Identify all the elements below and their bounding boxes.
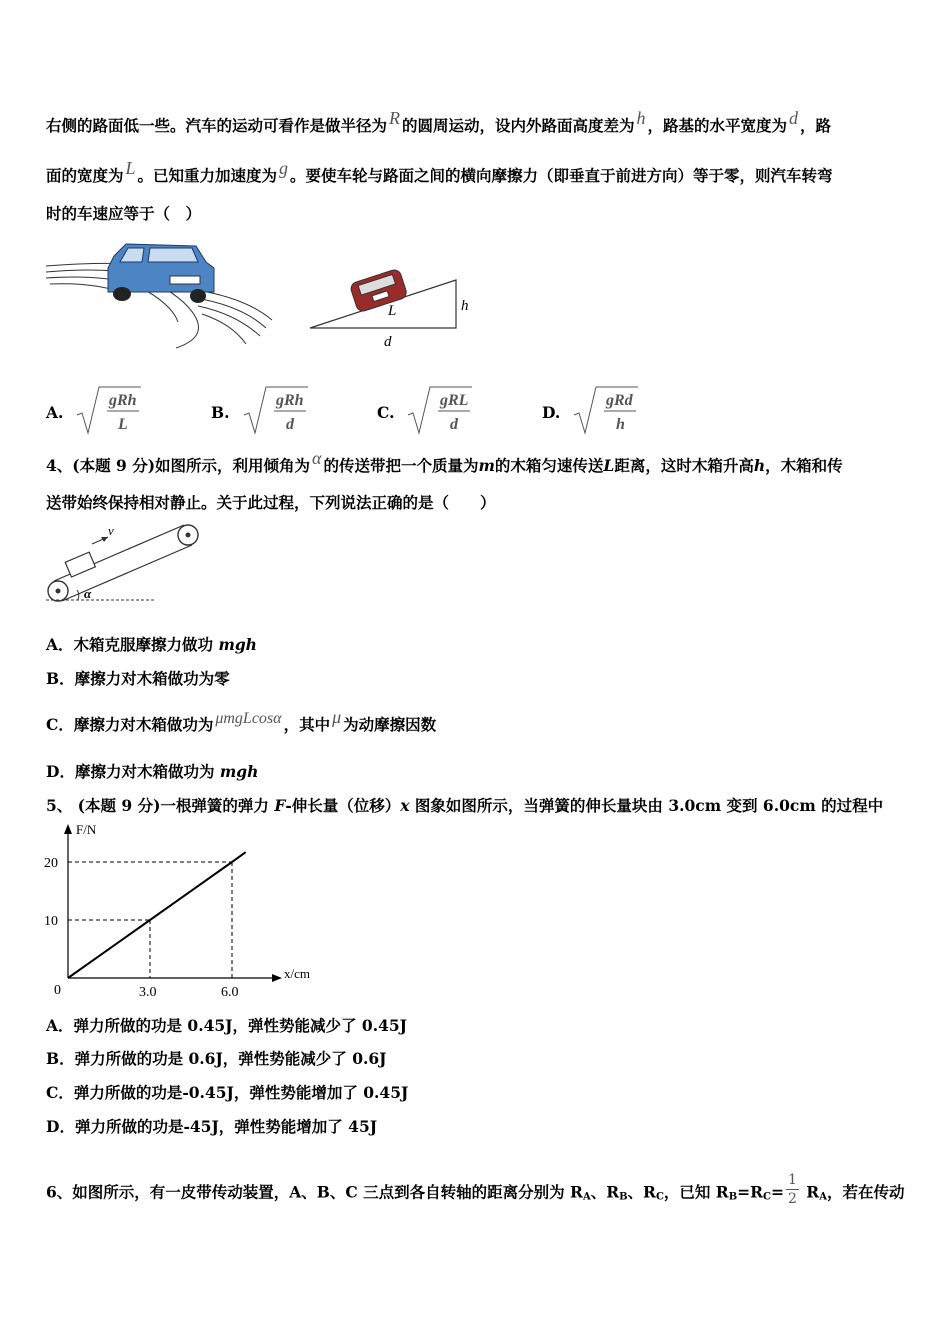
fraction-one-half: $\frac{1}{2}$ xyxy=(787,1172,797,1207)
svg-text:L: L xyxy=(118,416,129,433)
q4-line-1: 4、(本题 9 分)如图所示，利用倾角为 α 的传送带把一个质量为m的木箱匀速传送L距离，这时木箱升高h，木箱和传 xyxy=(46,448,843,475)
svg-text:h: h xyxy=(616,416,626,433)
force-extension-chart xyxy=(40,820,320,1002)
car-turning-figure xyxy=(46,238,276,350)
q5-option-c[interactable]: C．弹力所做的功是-0.45J，弹性势能增加了 0.45J xyxy=(46,1083,409,1102)
svg-text:d: d xyxy=(450,416,459,433)
svg-text:gRL: gRL xyxy=(440,392,469,409)
q5-option-b[interactable]: B．弹力所做的功是 0.6J，弹性势能减少了 0.6J xyxy=(46,1049,387,1068)
radical-a xyxy=(73,385,143,439)
q3-option-c[interactable]: C. gRL d xyxy=(377,385,474,439)
x-axis-label: x/cm xyxy=(284,966,310,981)
y-axis-arrow xyxy=(64,824,72,834)
q3-option-a[interactable]: A. gRh L xyxy=(46,385,143,439)
x-tick-label: 3.0 xyxy=(139,985,157,1000)
svg-text:gRd: gRd xyxy=(606,392,633,409)
velocity-label: v xyxy=(108,523,114,538)
y-tick-label: 20 xyxy=(44,856,58,871)
conveyor-figure xyxy=(44,518,214,606)
q5-option-a[interactable]: A．弹力所做的功是 0.45J，弹性势能减少了 0.45J xyxy=(46,1016,407,1035)
q3-line-3: 时的车速应等于（ ） xyxy=(46,204,202,223)
x-tick-label: 6.0 xyxy=(221,985,239,1000)
angle-label: α xyxy=(84,586,92,601)
q6-line-1: 6、如图所示，有一皮带传动装置，A、B、C 三点到各自转轴的距离分别为 $R_A$、$R_B$、$R_C$，已知 $R_B=R_C=$ $\frac{1}{2}$ $R_A$，若在传动 xyxy=(46,1172,905,1207)
q3-line-2: 面的宽度为 L 。已知重力加速度为 g 。要使车轮与路面之间的横向摩擦力（即垂直于前进方向）等于零，则汽车转弯 xyxy=(46,158,833,185)
q4-option-b[interactable]: B．摩擦力对木箱做功为零 xyxy=(46,669,230,688)
q3-option-b[interactable]: B. gRh d xyxy=(211,385,310,439)
q4-option-d[interactable]: D．摩擦力对木箱做功为 mgh xyxy=(46,762,259,781)
svg-text:d: d xyxy=(285,416,294,433)
data-line xyxy=(68,852,246,978)
incline-label-d: d xyxy=(384,334,392,350)
q3-line-1: 右侧的路面低一些。汽车的运动可看作是做半径为 R 的圆周运动，设内外路面高度差为 h ，路基的水平宽度为 d ，路 xyxy=(46,108,832,135)
radical-d xyxy=(570,385,640,439)
q4-option-c[interactable]: C．摩擦力对木箱做功为 μmgLcosα ，其中 μ 为动摩擦因数 xyxy=(46,707,437,734)
x-axis-arrow xyxy=(272,974,282,982)
origin-label: 0 xyxy=(54,983,61,998)
incline-label-h: h xyxy=(461,298,469,314)
y-tick-label: 10 xyxy=(44,914,58,929)
svg-text:gRh: gRh xyxy=(275,392,304,409)
incline-label-L: L xyxy=(388,303,397,319)
q4-option-a[interactable]: A．木箱克服摩擦力做功 mgh xyxy=(46,635,257,654)
svg-text:gRh: gRh xyxy=(109,392,138,409)
y-axis-label: F/N xyxy=(76,822,97,837)
q5-option-d[interactable]: D．弹力所做的功是-45J，弹性势能增加了 45J xyxy=(46,1117,378,1136)
q4-line-2: 送带始终保持相对静止。关于此过程，下列说法正确的是（ ） xyxy=(46,493,496,512)
q3-option-d[interactable]: D. gRd h xyxy=(542,385,640,439)
radical-c xyxy=(404,385,474,439)
q5-line-1: 5、 (本题 9 分)一根弹簧的弹力 F-伸长量（位移）x 图象如图所示，当弹簧的伸长量块由 3.0cm 变到 6.0cm 的过程中 xyxy=(46,796,884,815)
radical-b xyxy=(240,385,310,439)
incline-figure xyxy=(306,258,476,352)
